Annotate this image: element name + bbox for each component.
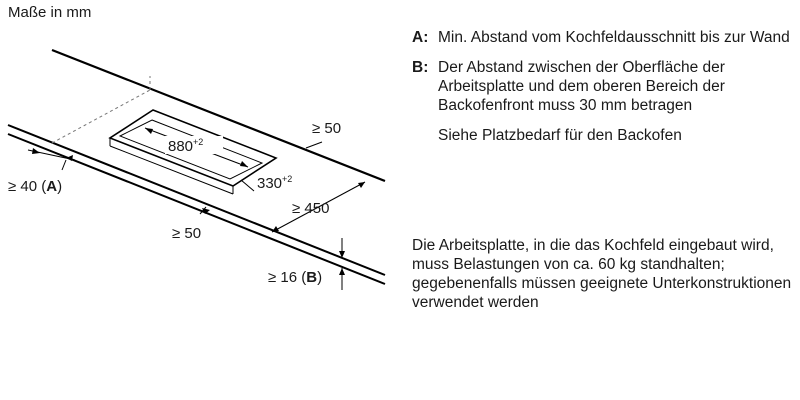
legend-notes bbox=[412, 28, 792, 145]
depth-dim-line bbox=[241, 180, 254, 191]
thickness-prefix: ≥ 16 ( bbox=[268, 269, 307, 286]
side-clearance-label bbox=[8, 178, 62, 195]
see-oven-note: Siehe Platzbedarf für den Backofen bbox=[438, 127, 682, 144]
side-clearance-prefix: ≥ 40 ( bbox=[8, 178, 47, 195]
thickness-suffix: ) bbox=[317, 269, 323, 286]
depth-dim-tolerance: +2 bbox=[282, 174, 293, 184]
note-b-key: B: bbox=[412, 59, 429, 76]
side-clearance-arrow-left bbox=[32, 148, 40, 154]
back-clearance-label: ≥ 50 bbox=[312, 120, 342, 137]
note-a bbox=[412, 28, 792, 47]
thickness-key: B bbox=[306, 269, 318, 286]
thickness-label bbox=[268, 269, 322, 286]
thickness-arrow-bottom bbox=[339, 268, 345, 275]
unit-label: Maße in mm bbox=[8, 4, 92, 21]
back-clearance-line bbox=[306, 142, 322, 148]
load-note: Die Arbeitsplatte, in die das Kochfeld eingebaut wird, muss Belastungen von ca. 60 kg standhalten; gegebenenfalls müssen geeignete Unterkonstruktionen verwendet werden bbox=[412, 237, 792, 311]
note-a-text: Min. Abstand vom Kochfeldausschnitt bis zur Wand bbox=[438, 29, 790, 46]
front-clearance-label: ≥ 50 bbox=[172, 225, 202, 242]
side-clearance-arrow-right bbox=[66, 155, 73, 161]
total-depth-label: ≥ 450 bbox=[292, 200, 330, 217]
width-dim-tolerance: +2 bbox=[193, 137, 204, 147]
width-dim-value: 880 bbox=[168, 138, 194, 155]
note-a-key: A: bbox=[412, 29, 429, 46]
side-clearance-tick bbox=[62, 160, 66, 170]
note-b-text: Der Abstand zwischen der Oberfläche der Arbeitsplatte und dem oberen Bereich der Backofenfront muss 30 mm betragen bbox=[438, 59, 725, 114]
side-clearance-suffix: ) bbox=[57, 178, 63, 195]
note-b bbox=[412, 58, 792, 115]
depth-dim-value: 330 bbox=[257, 175, 283, 192]
side-clearance-key: A bbox=[46, 178, 58, 195]
depth-dim-label bbox=[257, 174, 292, 192]
